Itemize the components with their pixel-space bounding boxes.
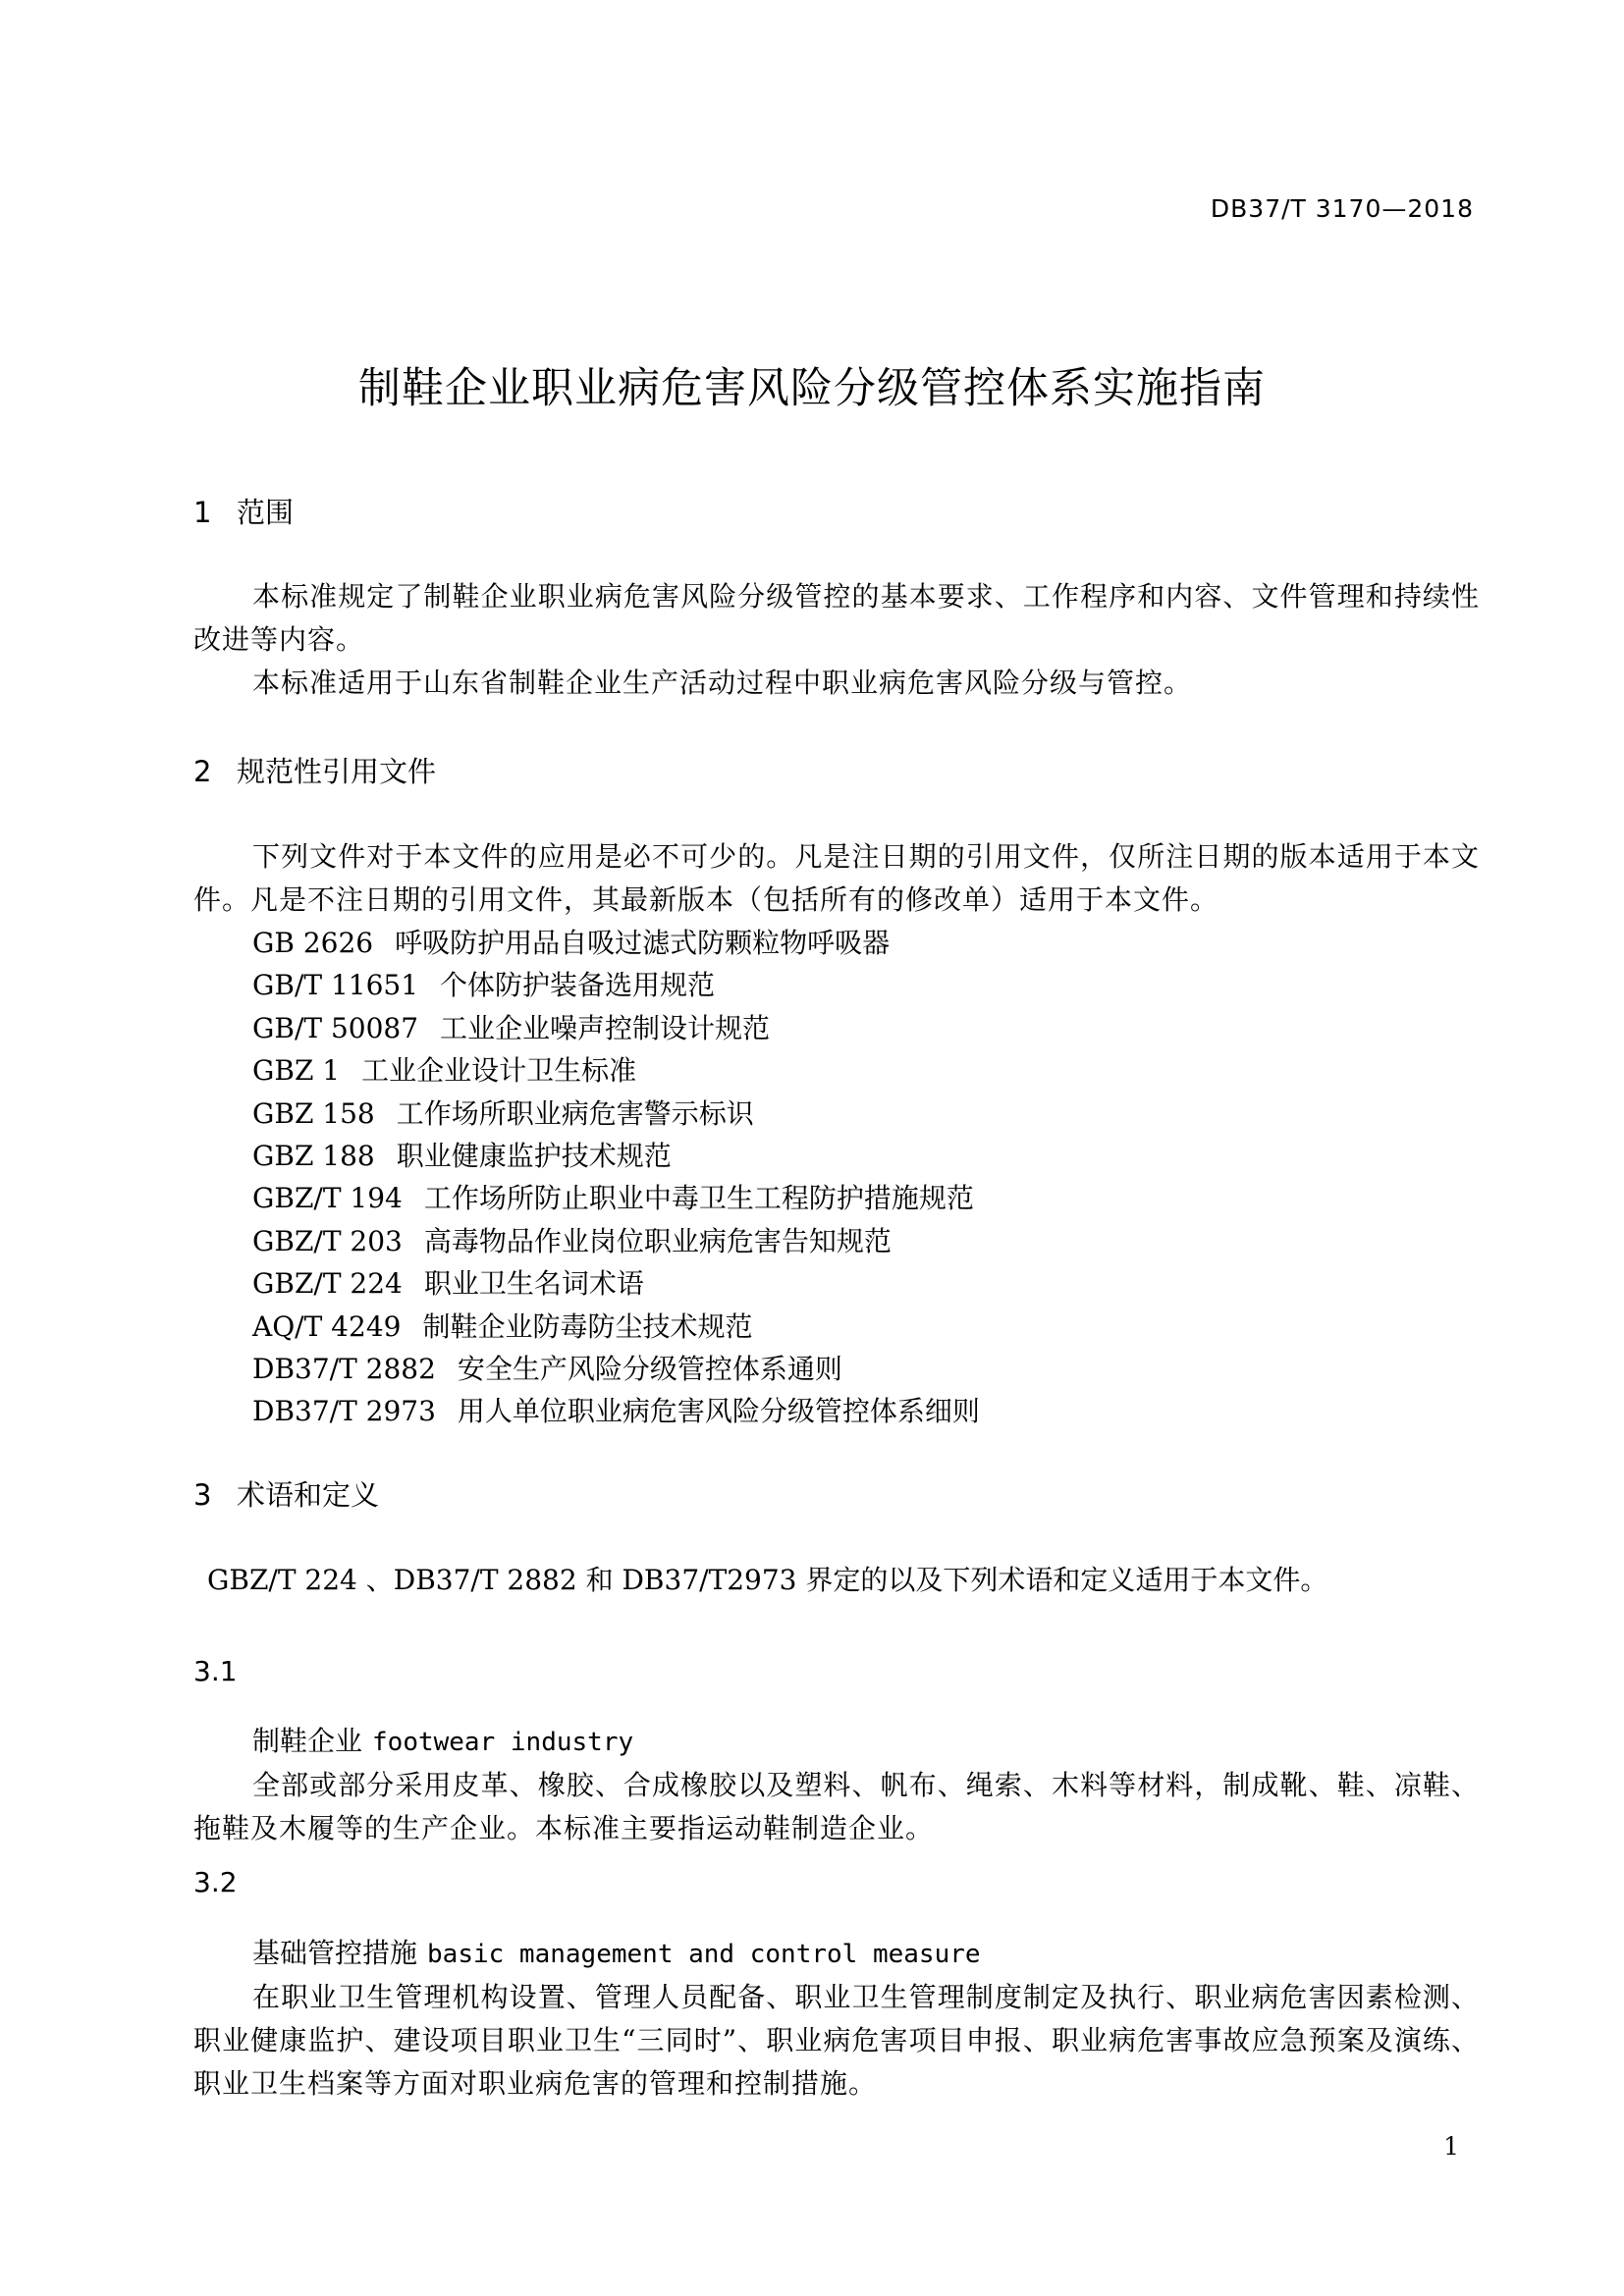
- section-number: 3: [193, 1478, 212, 1512]
- list-item: [193, 1262, 1480, 1305]
- reference-title: 职业健康监护技术规范: [396, 1140, 672, 1173]
- list-item: [193, 1049, 1480, 1092]
- section-title: 范围: [237, 496, 295, 529]
- reference-list: [193, 922, 1480, 1433]
- reference-title: 安全生产风险分级管控体系通则: [457, 1353, 842, 1386]
- term-heading: [193, 1932, 1480, 1976]
- standard-code: DB37/T 3170—2018: [1210, 194, 1474, 223]
- reference-code: GBZ 158: [252, 1096, 375, 1130]
- reference-title: 用人单位职业病危害风险分级管控体系细则: [457, 1395, 980, 1428]
- paragraph: 本标准规定了制鞋企业职业病危害风险分级管控的基本要求、工作程序和内容、文件管理和持续性改进等内容。: [193, 580, 1480, 656]
- list-item: [193, 1220, 1480, 1262]
- reference-title: 呼吸防护用品自吸过滤式防颗粒物呼吸器: [395, 927, 891, 959]
- term-chinese: 基础管控措施: [252, 1937, 418, 1969]
- reference-title: 高毒物品作业岗位职业病危害告知规范: [423, 1224, 892, 1257]
- list-item: [193, 1348, 1480, 1390]
- term-3-1-number: [193, 1650, 1480, 1693]
- reference-code: GBZ/T 224: [252, 1267, 403, 1301]
- document-title: 制鞋企业职业病危害风险分级管控体系实施指南: [358, 364, 1266, 413]
- list-item: [193, 1306, 1480, 1348]
- term-definition: 全部或部分采用皮革、橡胶、合成橡胶以及塑料、帆布、绳索、木料等材料，制成靴、鞋、凉鞋、拖鞋及木履等的生产企业。本标准主要指运动鞋制造企业。: [193, 1769, 1480, 1844]
- reference-code: DB37/T 2973: [252, 1395, 436, 1428]
- list-item: [193, 964, 1480, 1006]
- section-3-heading: [193, 1473, 1480, 1517]
- list-item: [193, 1177, 1480, 1219]
- reference-code: GBZ/T 203: [252, 1224, 403, 1257]
- reference-title: 工业企业设计卫生标准: [361, 1054, 637, 1088]
- paragraph: 下列文件对于本文件的应用是必不可少的。凡是注日期的引用文件，仅所注日期的版本适用于本文件。凡是不注日期的引用文件，其最新版本（包括所有的修改单）适用于本文件。: [193, 840, 1480, 916]
- term-3-1: [193, 1720, 1480, 1850]
- reference-code: GBZ 1: [252, 1054, 341, 1088]
- reference-code: GBZ 188: [252, 1140, 375, 1173]
- paragraph: GBZ/T 224 、DB37/T 2882 和 DB37/T2973 界定的以及下列术语和定义适用于本文件。: [207, 1564, 1328, 1596]
- term-definition: 在职业卫生管理机构设置、管理人员配备、职业卫生管理制度制定及执行、职业病危害因素检测、职业健康监护、建设项目职业卫生“三同时”、职业病危害项目申报、职业病危害事故应急预案及演练、职业卫生档案等方面对职业病危害的管理和控制措施。: [193, 1981, 1480, 2100]
- term-english: footwear industry: [372, 1728, 634, 1757]
- section-2-body: [193, 835, 1480, 1433]
- reference-code: AQ/T 4249: [252, 1309, 402, 1343]
- reference-code: GB/T 50087: [252, 1011, 419, 1044]
- reference-title: 制鞋企业防毒防尘技术规范: [422, 1309, 753, 1343]
- reference-code: GB 2626: [252, 927, 374, 959]
- list-item: [193, 922, 1480, 964]
- section-3-intro: [193, 1559, 1480, 1602]
- subsection-number: 3.2: [193, 1866, 238, 1898]
- reference-code: GB/T 11651: [252, 969, 419, 1002]
- list-item: [193, 1390, 1480, 1432]
- section-title: 术语和定义: [237, 1478, 380, 1512]
- section-2-heading: [193, 750, 1480, 793]
- paragraph: 本标准适用于山东省制鞋企业生产活动过程中职业病危害风险分级与管控。: [252, 667, 1193, 699]
- section-number: 2: [193, 755, 212, 788]
- reference-title: 工业企业噪声控制设计规范: [440, 1011, 771, 1044]
- section-title: 规范性引用文件: [237, 755, 437, 788]
- list-item: [193, 1135, 1480, 1177]
- list-item: [193, 1093, 1480, 1135]
- list-item: [193, 1007, 1480, 1049]
- page-number: 1: [1443, 2132, 1459, 2161]
- reference-title: 个体防护装备选用规范: [440, 969, 716, 1002]
- section-1-body: [193, 575, 1480, 705]
- reference-title: 职业卫生名词术语: [423, 1267, 644, 1301]
- term-chinese: 制鞋企业: [252, 1725, 363, 1757]
- reference-code: GBZ/T 194: [252, 1182, 403, 1215]
- section-1-heading: [193, 491, 1480, 534]
- reference-title: 工作场所防止职业中毒卫生工程防护措施规范: [423, 1182, 974, 1215]
- section-number: 1: [193, 496, 212, 529]
- reference-code: DB37/T 2882: [252, 1353, 436, 1386]
- reference-title: 工作场所职业病危害警示标识: [396, 1096, 754, 1130]
- subsection-number: 3.1: [193, 1655, 238, 1687]
- term-english: basic management and control measure: [427, 1940, 981, 1969]
- term-3-2: [193, 1932, 1480, 2106]
- term-3-2-number: [193, 1861, 1480, 1904]
- term-heading: [193, 1720, 1480, 1764]
